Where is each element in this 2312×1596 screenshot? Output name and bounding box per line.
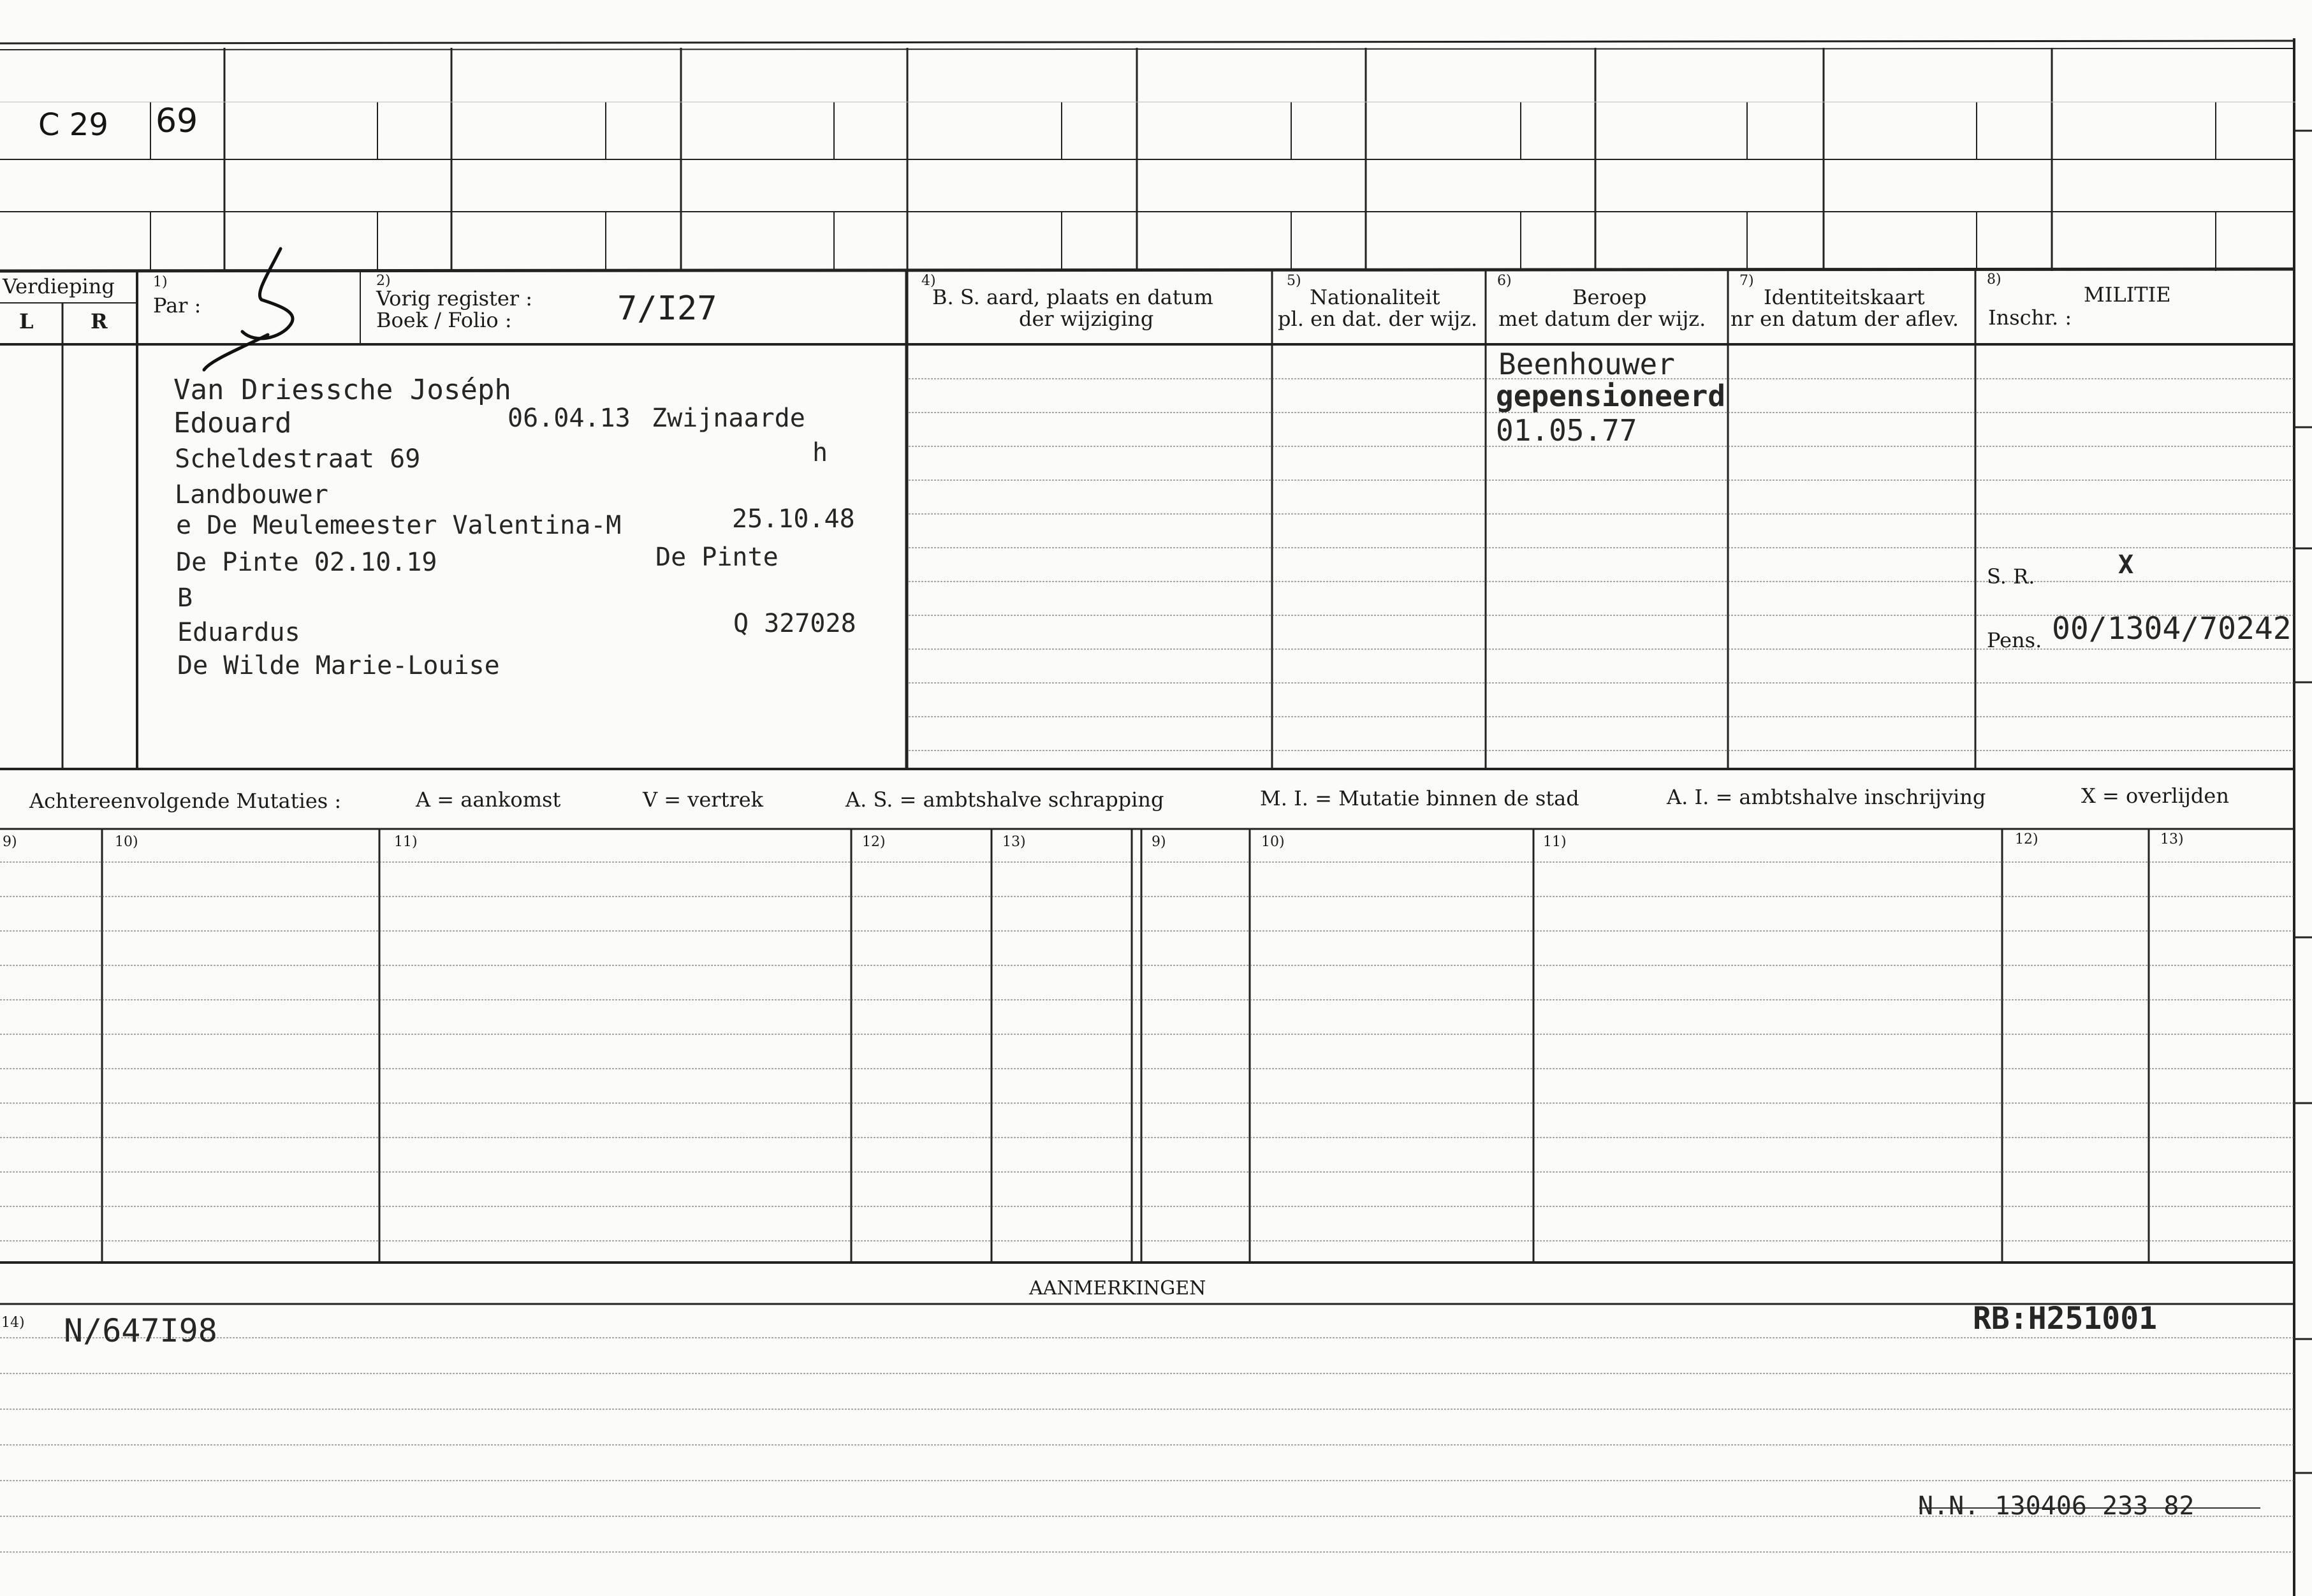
mut-col-13b: 13) xyxy=(2160,831,2184,847)
militie-title: MILITIE xyxy=(2084,282,2171,307)
col6-line2: met datum der wijz. xyxy=(1498,307,1706,331)
nn-number: N.N. 130406 233 82 xyxy=(1918,1491,2195,1521)
col4-line1: B. S. aard, plaats en datum xyxy=(932,285,1213,309)
spouse-birth: De Pinte 02.10.19 xyxy=(176,548,437,577)
rb-number: RB:H251001 xyxy=(1973,1301,2157,1336)
reference-number: Q 327028 xyxy=(733,609,856,638)
beroep-line2: gepensioneerd xyxy=(1496,379,1726,413)
par-label: Par : xyxy=(153,293,201,318)
mut-col-9b: 9) xyxy=(1152,834,1166,850)
sr-value: X xyxy=(2118,550,2134,580)
col1-num: 1) xyxy=(153,274,168,290)
sr-label: S. R. xyxy=(1987,564,2035,589)
mutatie-ai: A. I. = ambtshalve inschrijving xyxy=(1667,785,1986,809)
person-firstname: Edouard xyxy=(173,407,292,439)
aanmerkingen-ref: N/647I98 xyxy=(64,1312,217,1349)
col5-line2: pl. en dat. der wijz. xyxy=(1278,307,1478,331)
col7-line1: Identiteitskaart xyxy=(1764,285,1925,309)
col4-line2: der wijziging xyxy=(1019,307,1154,331)
beroep-line3: 01.05.77 xyxy=(1496,413,1637,448)
card-number: 69 xyxy=(156,102,198,140)
birth-place: Zwijnaarde xyxy=(652,404,805,433)
vorig-register-value: 7/I27 xyxy=(617,289,717,328)
pens-value: 00/1304/70242 xyxy=(2052,611,2292,647)
col2-num: 2) xyxy=(376,273,391,289)
mut-col-12a: 12) xyxy=(862,834,886,850)
aanmerkingen-title: AANMERKINGEN xyxy=(1029,1277,1206,1299)
mutatie-a: A = aankomst xyxy=(416,787,561,812)
col7-num: 7) xyxy=(1739,273,1754,289)
birth-date: 06.04.13 xyxy=(508,404,631,433)
mut-col-13a: 13) xyxy=(1002,834,1026,850)
mutaties-title: Achtereenvolgende Mutaties : xyxy=(29,789,342,813)
spouse-place: De Pinte xyxy=(655,543,779,572)
address: Scheldestraat 69 xyxy=(175,444,421,474)
col6-line1: Beroep xyxy=(1572,285,1647,309)
vorig-register-label: Vorig register : xyxy=(376,286,533,311)
col7-line2: nr en datum der aflev. xyxy=(1730,307,1959,331)
mut-col-9a: 9) xyxy=(3,834,17,850)
mut-col-11b: 11) xyxy=(1543,834,1567,850)
mut-col-11a: 11) xyxy=(394,834,418,850)
mark-b: B xyxy=(177,583,193,613)
card-code: C 29 xyxy=(38,107,108,143)
occupation: Landbouwer xyxy=(175,480,328,509)
col5-line1: Nationaliteit xyxy=(1310,285,1440,309)
col4-num: 4) xyxy=(921,273,936,289)
l-label: L xyxy=(19,309,34,333)
col6-num: 6) xyxy=(1497,273,1512,289)
pens-label: Pens. xyxy=(1987,628,2042,652)
col8-num: 8) xyxy=(1987,272,2001,288)
mark-h: h xyxy=(812,438,828,467)
inschr-label: Inschr. : xyxy=(1988,305,2072,330)
verdieping-label: Verdieping xyxy=(3,274,115,298)
mutatie-mi: M. I. = Mutatie binnen de stad xyxy=(1260,786,1579,810)
father-name: Eduardus xyxy=(177,618,300,647)
mutatie-v: V = vertrek xyxy=(643,787,764,812)
mut-col-10b: 10) xyxy=(1261,834,1285,850)
mother-name: De Wilde Marie-Louise xyxy=(177,651,500,680)
mut-col-12b: 12) xyxy=(2015,831,2038,847)
mutatie-as: A. S. = ambtshalve schrapping xyxy=(845,787,1164,812)
mut-col-10a: 10) xyxy=(115,834,138,850)
beroep-line1: Beenhouwer xyxy=(1498,347,1675,381)
par-signature xyxy=(204,249,293,370)
spouse: e De Meulemeester Valentina-M xyxy=(176,511,622,540)
col5-num: 5) xyxy=(1287,273,1301,289)
person-name: Van Driessche Joséph xyxy=(173,374,511,406)
marriage-date: 25.10.48 xyxy=(732,504,855,534)
boek-folio-label: Boek / Folio : xyxy=(376,308,512,332)
r-label: R xyxy=(91,309,108,333)
aanmerkingen-num: 14) xyxy=(1,1315,25,1331)
mutatie-x: X = overlijden xyxy=(2081,784,2229,808)
